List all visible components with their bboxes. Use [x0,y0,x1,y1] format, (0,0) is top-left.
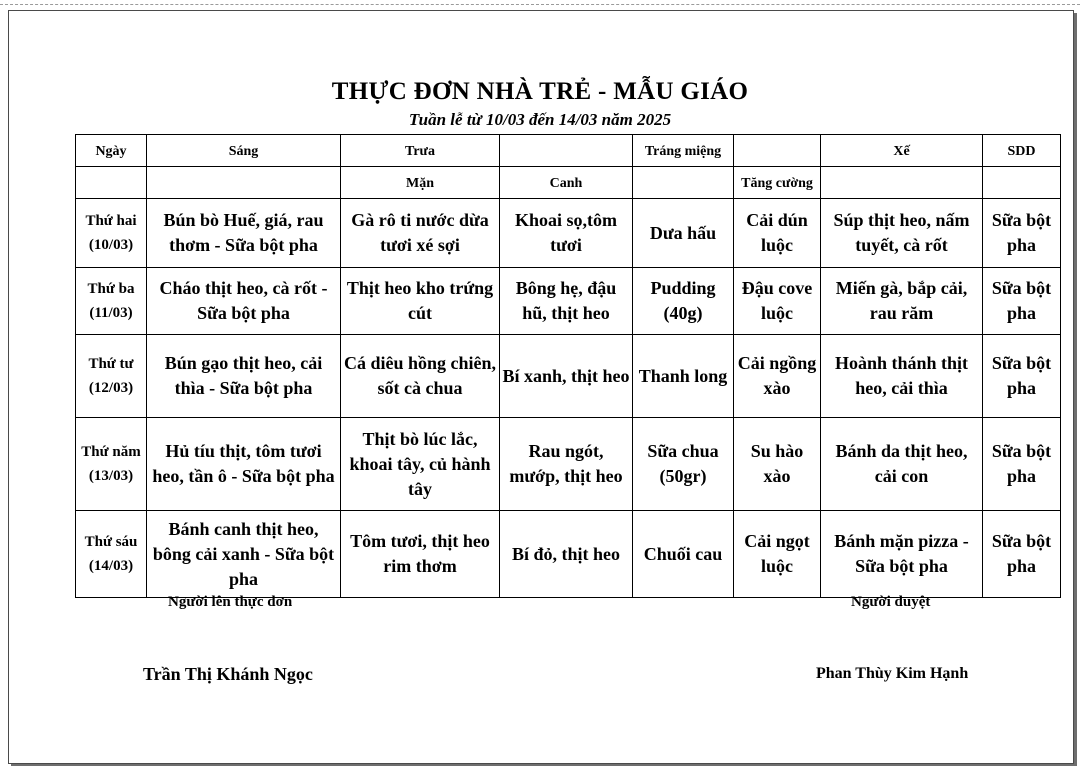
sdd-cell: Sữa bột pha [983,268,1061,335]
day-date: (10/03) [88,237,134,253]
canh-cell: Rau ngót, mướp, thịt heo [500,418,633,511]
trang-mieng-cell: Thanh long [633,335,734,418]
header-trang-mieng: Tráng miệng [633,135,734,167]
table-row [76,335,1061,418]
header-empty-cell [821,167,983,199]
day-date: (14/03) [88,558,134,574]
trang-mieng-cell: Dưa hấu [633,199,734,268]
header-empty-cell [633,167,734,199]
day-date: (11/03) [89,305,133,321]
header-row-2 [76,167,1061,199]
menu-title: THỰC ĐƠN NHÀ TRẺ - MẪU GIÁO [331,78,749,105]
canh-cell: Bí xanh, thịt heo [500,335,633,418]
table-row [76,199,1061,268]
day-name: Thứ sáu [84,534,138,550]
table-row [76,511,1061,598]
sang-cell: Bánh canh thịt heo, bông cải xanh - Sữa bột pha [147,511,341,598]
trang-mieng-cell: Sữa chua (50gr) [633,418,734,511]
header-empty-cell [147,167,341,199]
xe-cell: Súp thịt heo, nấm tuyết, cà rốt [821,199,983,268]
man-cell: Cá diêu hồng chiên, sốt cà chua [341,335,500,418]
day-cell [76,418,147,511]
page-top-dashed-line [0,4,1080,5]
canh-cell: Bông hẹ, đậu hũ, thịt heo [500,268,633,335]
day-name: Thứ ba [87,281,135,297]
day-cell [76,268,147,335]
canh-cell: Khoai sọ,tôm tươi [500,199,633,268]
header-row-1 [76,135,1061,167]
header-xe: Xế [821,135,983,167]
day-cell [76,335,147,418]
menu-table [75,134,1061,598]
menu-author-label: Người lên thực đơn [168,594,293,610]
man-cell: Tôm tươi, thịt heo rim thơm [341,511,500,598]
header-trua: Trưa [341,135,500,167]
man-cell: Gà rô ti nước dừa tươi xé sợi [341,199,500,268]
sang-cell: Cháo thịt heo, cà rốt - Sữa bột pha [147,268,341,335]
tang-cuong-cell: Cải ngồng xào [734,335,821,418]
sang-cell: Bún gạo thịt heo, cải thìa - Sữa bột pha [147,335,341,418]
trang-mieng-cell: Chuối cau [633,511,734,598]
man-cell: Thịt bò lúc lắc, khoai tây, củ hành tây [341,418,500,511]
day-date: (13/03) [88,468,134,484]
xe-cell: Bánh mặn pizza - Sữa bột pha [821,511,983,598]
menu-subtitle: Tuần lễ từ 10/03 đến 14/03 năm 2025 [408,110,672,129]
header-tang-cuong: Tăng cường [734,167,821,199]
sang-cell: Hủ tíu thịt, tôm tươi heo, tần ô - Sữa bột pha [147,418,341,511]
trang-mieng-cell: Pudding (40g) [633,268,734,335]
header-empty-cell [734,135,821,167]
header-man: Mặn [341,167,500,199]
sang-cell: Bún bò Huế, giá, rau thơm - Sữa bột pha [147,199,341,268]
header-empty-cell [500,135,633,167]
header-empty-cell [983,167,1061,199]
tang-cuong-cell: Cải ngọt luộc [734,511,821,598]
sdd-cell: Sữa bột pha [983,335,1061,418]
man-cell: Thịt heo kho trứng cút [341,268,500,335]
header-sdd: SDD [983,135,1061,167]
header-empty-cell [76,167,147,199]
day-cell [76,199,147,268]
sdd-cell: Sữa bột pha [983,511,1061,598]
tang-cuong-cell: Đậu cove luộc [734,268,821,335]
approver-name: Phan Thùy Kim Hạnh [816,665,969,682]
menu-author-name: Trần Thị Khánh Ngọc [143,664,313,684]
day-date: (12/03) [88,380,134,396]
sdd-cell: Sữa bột pha [983,418,1061,511]
day-cell [76,511,147,598]
canh-cell: Bí đỏ, thịt heo [500,511,633,598]
day-name: Thứ năm [81,444,141,460]
table-row [76,418,1061,511]
header-canh: Canh [500,167,633,199]
tang-cuong-cell: Cải dún luộc [734,199,821,268]
day-name: Thứ tư [88,356,134,372]
header-ngay: Ngày [76,135,147,167]
xe-cell: Hoành thánh thịt heo, cải thìa [821,335,983,418]
header-sang: Sáng [147,135,341,167]
xe-cell: Miến gà, bắp cải, rau răm [821,268,983,335]
sdd-cell: Sữa bột pha [983,199,1061,268]
xe-cell: Bánh da thịt heo, cải con [821,418,983,511]
tang-cuong-cell: Su hào xào [734,418,821,511]
approver-label: Người duyệt [851,594,931,610]
table-row [76,268,1061,335]
day-name: Thứ hai [85,213,137,229]
